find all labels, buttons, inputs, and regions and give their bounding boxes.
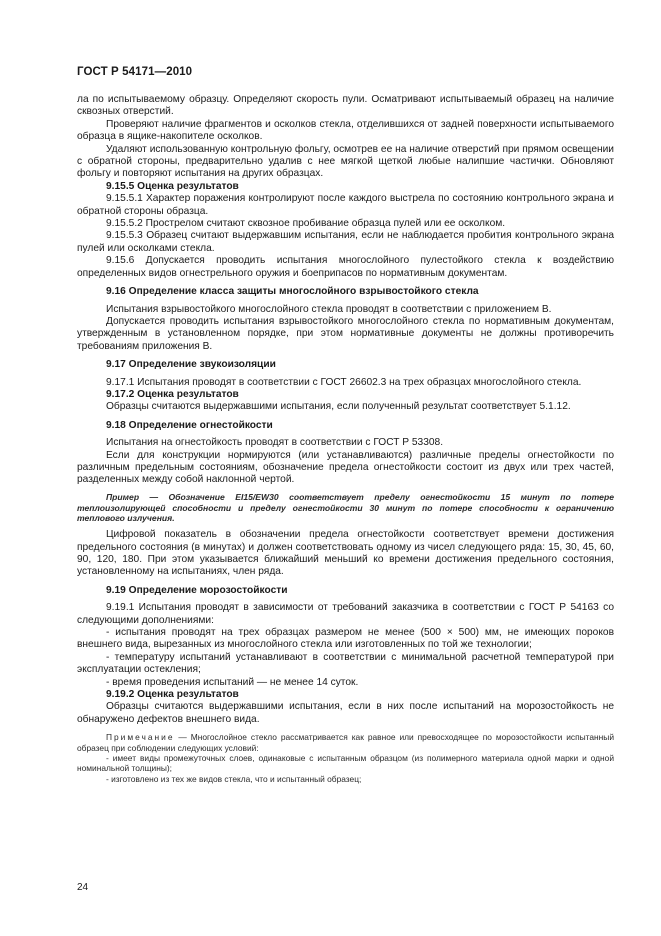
paragraph: 9.17.1 Испытания проводят в соответствии с ГОСТ 26602.3 на трех образцах многослойного стекла.: [106, 376, 582, 388]
paragraph: 9.15.6 Допускается проводить испытания многослойного пулестойкого стекла к воздействию определенных видов огнестрельного оружия и боеприпасов по нормативным документам.: [77, 255, 614, 279]
paragraph: 9.19.1 Испытания проводят в зависимости от требований заказчика в соответствии с ГОСТ Р 54163 со следующими дополнениями:: [77, 602, 614, 626]
paragraph: Образцы считаются выдержавшими испытания, если в них после испытаний на морозостойкость не обнаружено дефектов внешнего вида.: [77, 701, 614, 725]
note: [77, 732, 614, 753]
paragraph: 9.15.5.2 Прострелом считают сквозное пробивание образца пулей или ее осколком.: [106, 218, 506, 230]
list-item: - температуру испытаний устанавливают в соответствии с минимальной расчетной температурой при эксплуатации остекления;: [77, 651, 614, 676]
note-item: - имеет виды промежуточных слоев, одинаковые с испытанным образцом (из полимерного материала одной марки и одной номинальной толщины);: [77, 753, 614, 774]
paragraph: 9.15.5.3 Образец считают выдержавшим испытания, если не наблюдается пробития контрольного экрана пулей или осколками стекла.: [77, 230, 614, 254]
page-number: 24: [77, 882, 89, 893]
paragraph: Удаляют использованную контрольную фольгу, осмотрев ее на наличие отверстий при прямом освещении с обратной стороны, предварительно удалив с нее мягкой щеткой любые налипшие частички. Обновляют фольгу и повторяют испытания на других образцах.: [77, 143, 614, 180]
section-heading-9-18: 9.18 Определение огнестойкости: [106, 419, 273, 431]
document-body: [77, 94, 614, 784]
section-heading-9-17-2: 9.17.2 Оценка результатов: [106, 388, 239, 400]
paragraph: Проверяют наличие фрагментов и осколков стекла, отделившихся от задней поверхности испытываемого образца в ящике-накопителе осколков.: [77, 118, 614, 143]
section-heading-9-16: 9.16 Определение класса защиты многослойного взрывостойкого стекла: [106, 286, 479, 298]
section-heading-9-19-2: 9.19.2 Оценка результатов: [106, 689, 239, 701]
section-heading-9-17: 9.17 Определение звукоизоляции: [106, 359, 276, 371]
list-item: - время проведения испытаний — не менее 14 суток.: [106, 676, 359, 688]
paragraph: ла по испытываемому образцу. Определяют скорость пули. Осматривают испытываемый образец на наличие сквозных отверстий.: [77, 94, 614, 118]
paragraph: Допускается проводить испытания взрывостойкого многослойного стекла по нормативным документам, утвержденным в установленном порядке, при этом нормативные документы не должны противоречить требованиям приложения В.: [77, 315, 614, 352]
paragraph: 9.15.5.1 Характер поражения контролируют после каждого выстрела по состоянию контрольного экрана и обратной стороны образца.: [77, 193, 614, 217]
note-item: - изготовлено из тех же видов стекла, что и испытанный образец;: [106, 773, 362, 784]
paragraph: Если для конструкции нормируются (или устанавливаются) различные пределы огнестойкости по различным предельным состояниям, обозначение предела огнестойкости состоит из двух или трех частей, разделенных между собой наклонной чертой.: [77, 449, 614, 486]
paragraph: Испытания на огнестойкость проводят в соответствии с ГОСТ Р 53308.: [106, 437, 444, 449]
note-label: Примечание: [106, 732, 175, 743]
note-text: — Многослойное стекло рассматривается как равное или превосходящее по морозостойкости испытанный образец при соблюдении следующих условий:: [77, 732, 614, 753]
document-header: ГОСТ Р 54171—2010: [77, 66, 193, 78]
section-heading-9-15-5: 9.15.5 Оценка результатов: [106, 180, 239, 192]
paragraph: Испытания взрывостойкого многослойного стекла проводят в соответствии с приложением В.: [106, 303, 552, 315]
paragraph: Образцы считаются выдержавшими испытания, если полученный результат соответствует 5.1.12.: [106, 401, 571, 413]
example-text: Пример — Обозначение EI15/EW30 соответствует пределу огнестойкости 15 минут по потере теплоизолирующей способности и пределу огнестойкости 30 минут по потере способности к ограничению теплового излучения.: [77, 491, 614, 524]
section-heading-9-19: 9.19 Определение морозостойкости: [106, 584, 288, 596]
paragraph: Цифровой показатель в обозначении предела огнестойкости соответствует времени достижения предельного состояния (в минутах) и должен соответствовать одному из чисел следующего ряда: 15, 30, 45, 60, 90, 120, 180. При этом указывается ближайший меньший ко времени достижения предельного состояния, установленному на испытаниях, член ряда.: [77, 529, 614, 578]
list-item: - испытания проводят на трех образцах размером не менее (500 × 500) мм, не имеющих пороков внешнего вида, вырезанных из многослойного стекла или изготовленных по той же технологии;: [77, 627, 614, 651]
